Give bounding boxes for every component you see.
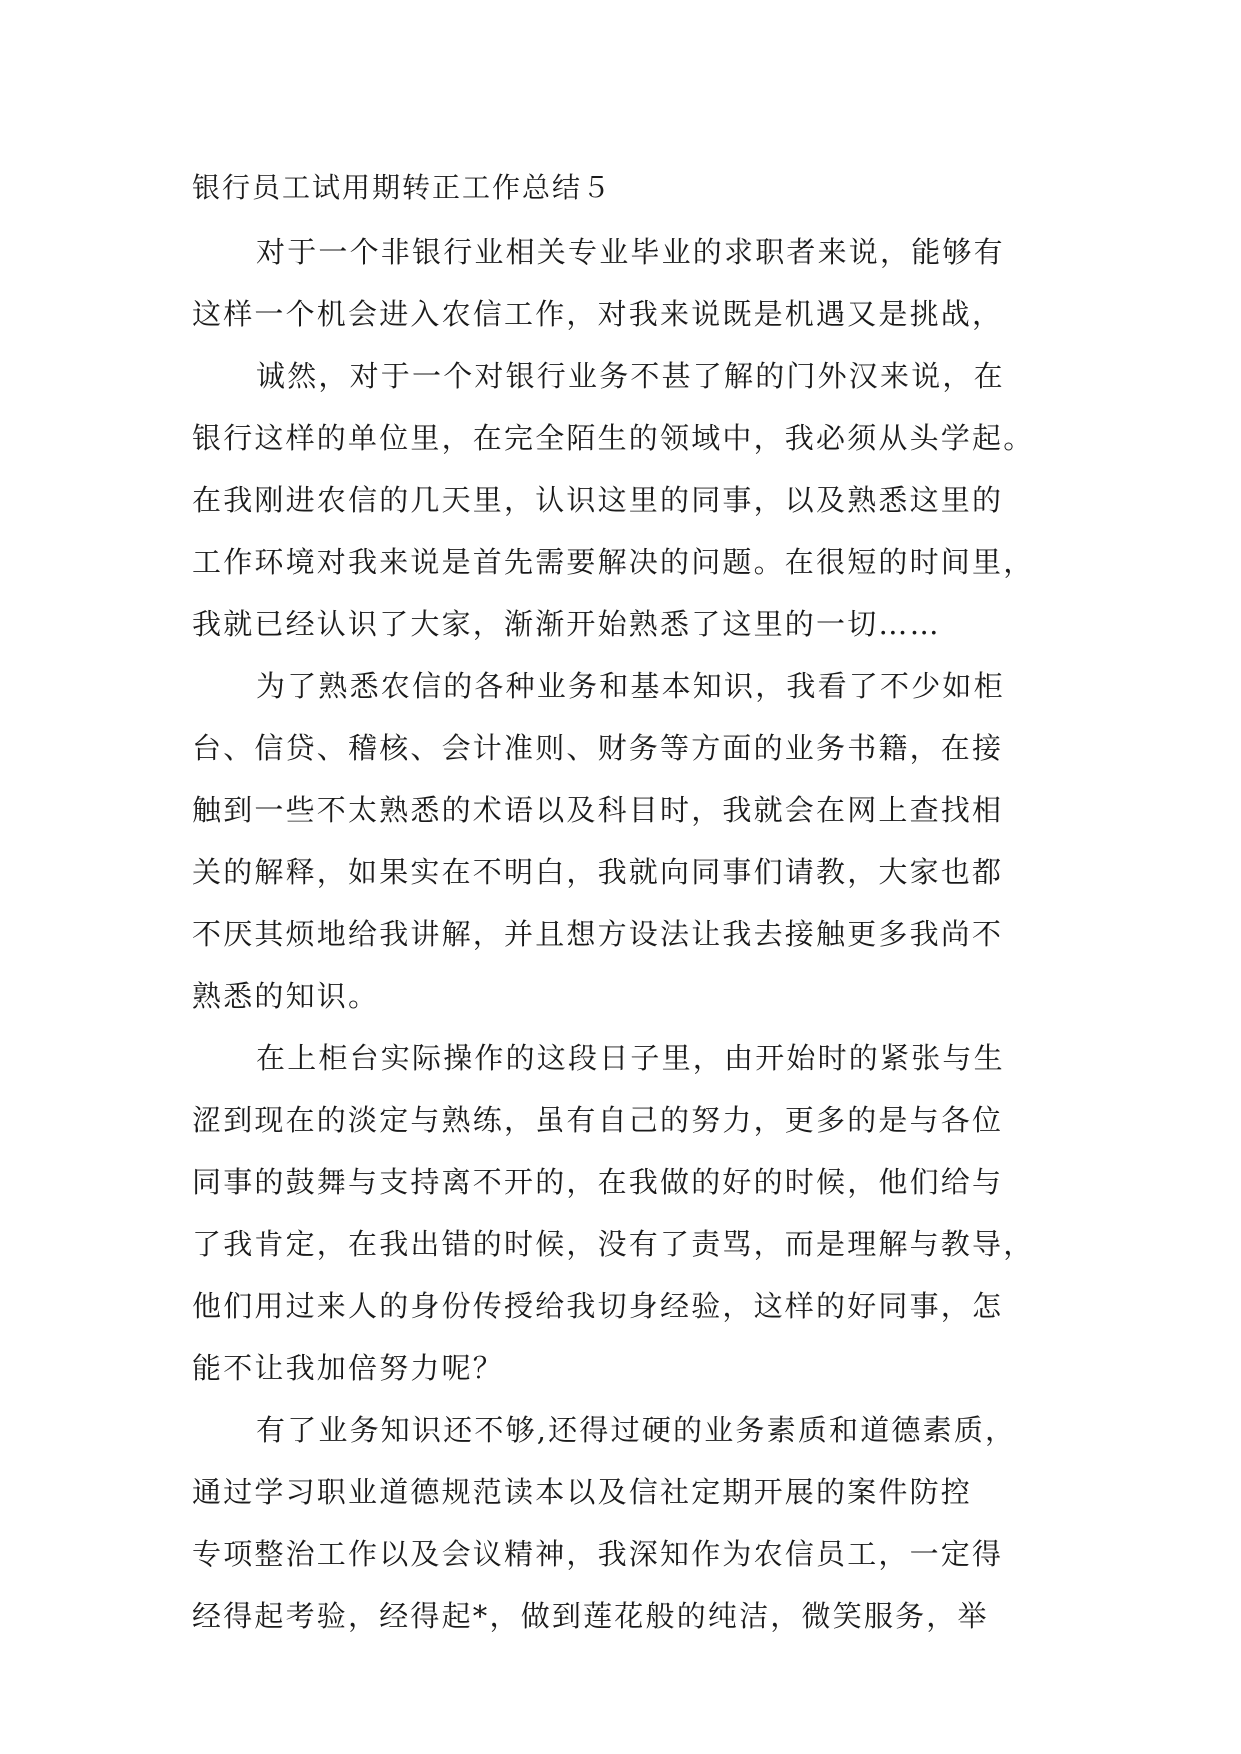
paragraph-5-line-4: 经得起考验，经得起*，做到莲花般的纯洁，微笑服务，举 [192,1599,989,1633]
paragraph-4-line-5: 他们用过来人的身份传授给我切身经验，这样的好同事，怎 [192,1289,1004,1323]
paragraph-4-line-3: 同事的鼓舞与支持离不开的，在我做的好的时候，他们给与 [192,1165,1004,1199]
paragraph-2-line-1: 诚然，对于一个对银行业务不甚了解的门外汉来说，在 [256,359,1005,393]
paragraph-3-line-2: 台、信贷、稽核、会计准则、财务等方面的业务书籍，在接 [192,731,1004,765]
paragraph-4-line-2: 涩到现在的淡定与熟练，虽有自己的努力，更多的是与各位 [192,1103,1004,1137]
paragraph-3-line-3: 触到一些不太熟悉的术语以及科目时，我就会在网上查找相 [192,793,1004,827]
paragraph-2-line-4: 工作环境对我来说是首先需要解决的问题。在很短的时间里， [192,545,1035,579]
paragraph-1-line-2: 这样一个机会进入农信工作，对我来说既是机遇又是挑战， [192,297,1004,331]
document-title: 银行员工试用期转正工作总结５ [192,171,613,204]
paragraph-4-line-6: 能不让我加倍努力呢？ [192,1351,505,1385]
paragraph-3-line-4: 关的解释，如果实在不明白，我就向同事们请教，大家也都 [192,855,1004,889]
paragraph-5-line-3: 专项整治工作以及会议精神，我深知作为农信员工，一定得 [192,1537,1004,1571]
paragraph-2-line-3: 在我刚进农信的几天里，认识这里的同事，以及熟悉这里的 [192,483,1004,517]
paragraph-5-line-2: 通过学习职业道德规范读本以及信社定期开展的案件防控 [192,1475,973,1509]
paragraph-2-line-2: 银行这样的单位里，在完全陌生的领域中，我必须从头学起。 [192,421,1035,455]
paragraph-2-line-5: 我就已经认识了大家，渐渐开始熟悉了这里的一切…… [192,607,941,641]
paragraph-4-line-1: 在上柜台实际操作的这段日子里，由开始时的紧张与生 [256,1041,1005,1075]
paragraph-5-line-1: 有了业务知识还不够,还得过硬的业务素质和道德素质， [256,1413,1017,1447]
paragraph-3-line-1: 为了熟悉农信的各种业务和基本知识，我看了不少如柜 [256,669,1005,703]
paragraph-4-line-4: 了我肯定，在我出错的时候，没有了责骂，而是理解与教导， [192,1227,1035,1261]
paragraph-3-line-5: 不厌其烦地给我讲解，并且想方设法让我去接触更多我尚不 [192,917,1004,951]
paragraph-1-line-1: 对于一个非银行业相关专业毕业的求职者来说，能够有 [256,235,1005,269]
paragraph-3-line-6: 熟悉的知识。 [192,979,380,1013]
